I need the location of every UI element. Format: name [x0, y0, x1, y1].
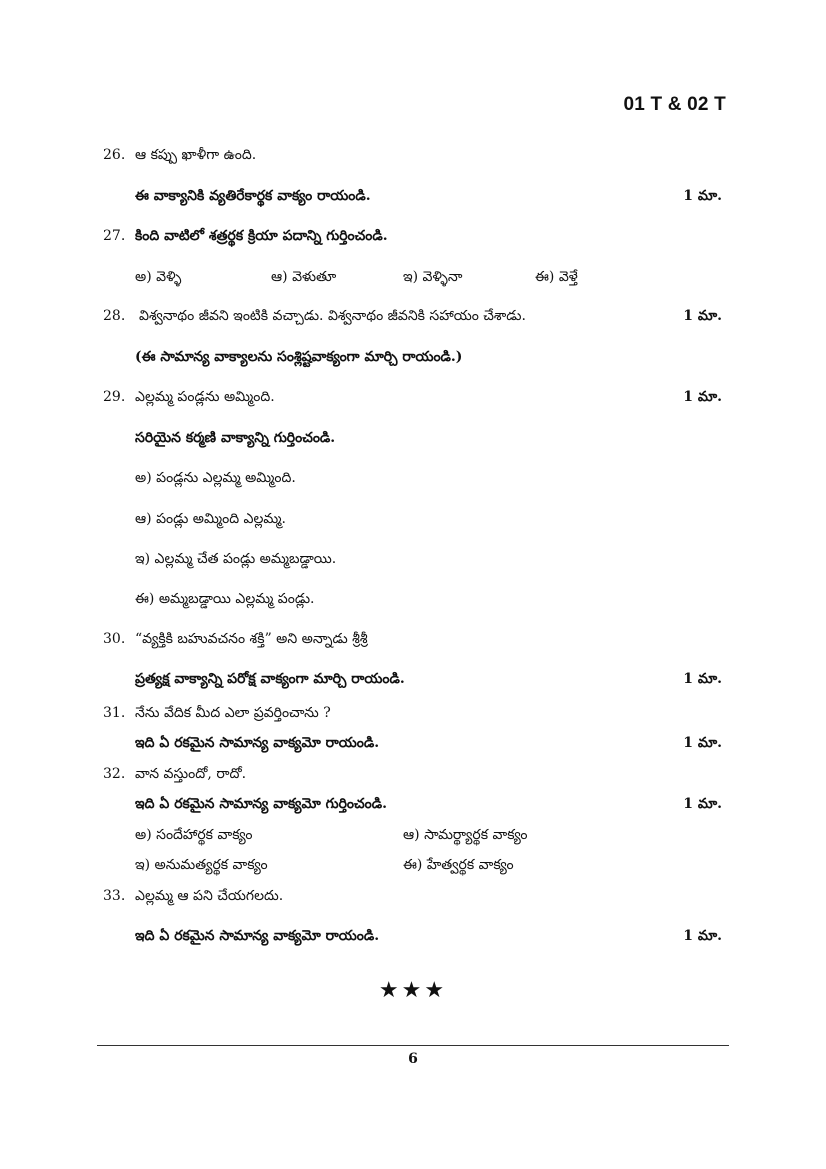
- question-text: నేను వేదిక మీద ఎలా ప్రవర్తించాను ?: [135, 705, 331, 721]
- option-b: ఆ) వెళుతూ: [271, 269, 337, 285]
- question-29: [0, 386, 826, 408]
- marks-label: 1 మా.: [683, 308, 722, 324]
- question-30: [0, 628, 826, 650]
- question-28-instruction-row: [0, 346, 826, 368]
- option-d: ఈ) వెళ్తే: [535, 269, 578, 285]
- option-text: అ) పండ్లను ఎల్లమ్మ అమ్మింది.: [135, 470, 296, 486]
- option-a: అ) సందేహార్థక వాక్యం: [135, 827, 253, 843]
- question-instruction: ఇది ఏ రకమైన సామాన్య వాక్యమో గుర్తించండి.: [135, 796, 387, 812]
- paper-code: 01 T & 02 T: [623, 94, 726, 115]
- question-instruction: ఈ వాక్యానికి వ్యతిరేకార్థక వాక్యం రాయండి.: [135, 188, 371, 204]
- question-26-instruction-row: [0, 185, 826, 207]
- question-text: వాన వస్తుందో, రాదో.: [135, 766, 247, 782]
- question-text: విశ్వనాథం జీవని ఇంటికి వచ్చాడు. విశ్వనాథం జీవనికి సహాయం చేశాడు.: [139, 308, 526, 324]
- question-26: [0, 144, 826, 166]
- page-number: 6: [408, 1051, 418, 1067]
- question-31-instruction-row: [0, 732, 826, 754]
- question-instruction: (ఈ సామాన్య వాక్యాలను సంశ్లిష్టవాక్యంగా మార్చి రాయండి.): [135, 349, 463, 365]
- marks-label: 1 మా.: [683, 796, 722, 812]
- option-text: ఆ) పండ్లు అమ్మింది ఎల్లమ్మ.: [135, 511, 286, 527]
- footer-divider: [97, 1045, 729, 1046]
- question-30-instruction-row: [0, 668, 826, 690]
- option-d: [0, 588, 826, 610]
- question-instruction: ప్రత్యక్ష వాక్యాన్ని పరోక్ష వాక్యంగా మార్చి రాయండి.: [135, 671, 405, 687]
- question-31: [0, 702, 826, 724]
- marks-label: 1 మా.: [683, 389, 722, 405]
- question-instruction: ఇది ఏ రకమైన సామాన్య వాక్యమో రాయండి.: [135, 735, 380, 751]
- question-text: “వ్యక్తికి బహువచనం శక్తి” అని అన్నాడు శ్రీశ్రీ: [135, 631, 368, 647]
- marks-label: 1 మా.: [683, 928, 722, 944]
- question-number: 28.: [103, 308, 126, 324]
- marks-label: 1 మా.: [683, 671, 722, 687]
- option-a: [0, 467, 826, 489]
- question-32-options-row-1: [0, 824, 826, 846]
- question-text: కింది వాటిలో శత్రర్థక క్రియా పదాన్ని గుర్తించండి.: [135, 228, 388, 244]
- question-text: ఆ కప్పు ఖాళీగా ఉంది.: [135, 147, 257, 163]
- question-27: [0, 225, 826, 247]
- marks-label: 1 మా.: [683, 735, 722, 751]
- question-27-options: [0, 266, 826, 288]
- question-number: 26.: [103, 147, 126, 163]
- marks-label: 1 మా.: [683, 188, 722, 204]
- question-32: [0, 763, 826, 785]
- option-b: [0, 508, 826, 530]
- question-33: [0, 885, 826, 907]
- question-number: 31.: [103, 705, 126, 721]
- question-number: 32.: [103, 766, 126, 782]
- question-number: 30.: [103, 631, 126, 647]
- question-number: 33.: [103, 888, 126, 904]
- question-number: 29.: [103, 389, 126, 405]
- question-32-options-row-2: [0, 854, 826, 876]
- option-a: అ) వెళ్ళి: [135, 269, 182, 285]
- question-32-instruction-row: [0, 793, 826, 815]
- option-d: ఈ) హేత్వర్థక వాక్యం: [403, 857, 514, 873]
- question-33-instruction-row: [0, 925, 826, 947]
- option-b: ఆ) సామర్థ్యార్థక వాక్యం: [403, 827, 528, 843]
- end-stars: ★★★: [378, 978, 448, 1003]
- question-instruction: ఇది ఏ రకమైన సామాన్య వాక్యమో రాయండి.: [135, 928, 380, 944]
- question-29-instruction-row: [0, 427, 826, 449]
- option-c: ఇ) వెళ్ళినా: [403, 269, 463, 285]
- question-number: 27.: [103, 228, 126, 244]
- question-text: ఎల్లమ్మ పండ్లను అమ్మింది.: [135, 389, 275, 405]
- question-instruction: సరియైన కర్మణి వాక్యాన్ని గుర్తించండి.: [135, 430, 336, 446]
- option-c: ఇ) అనుమత్యర్థక వాక్యం: [135, 857, 268, 873]
- option-text: ఇ) ఎల్లమ్మ చేత పండ్లు అమ్మబడ్డాయి.: [135, 551, 337, 567]
- option-c: [0, 548, 826, 570]
- question-28: [0, 305, 826, 327]
- question-text: ఎల్లమ్మ ఆ పని చేయగలదు.: [135, 888, 284, 904]
- option-text: ఈ) అమ్మబడ్డాయి ఎల్లమ్మ పండ్లు.: [135, 591, 315, 607]
